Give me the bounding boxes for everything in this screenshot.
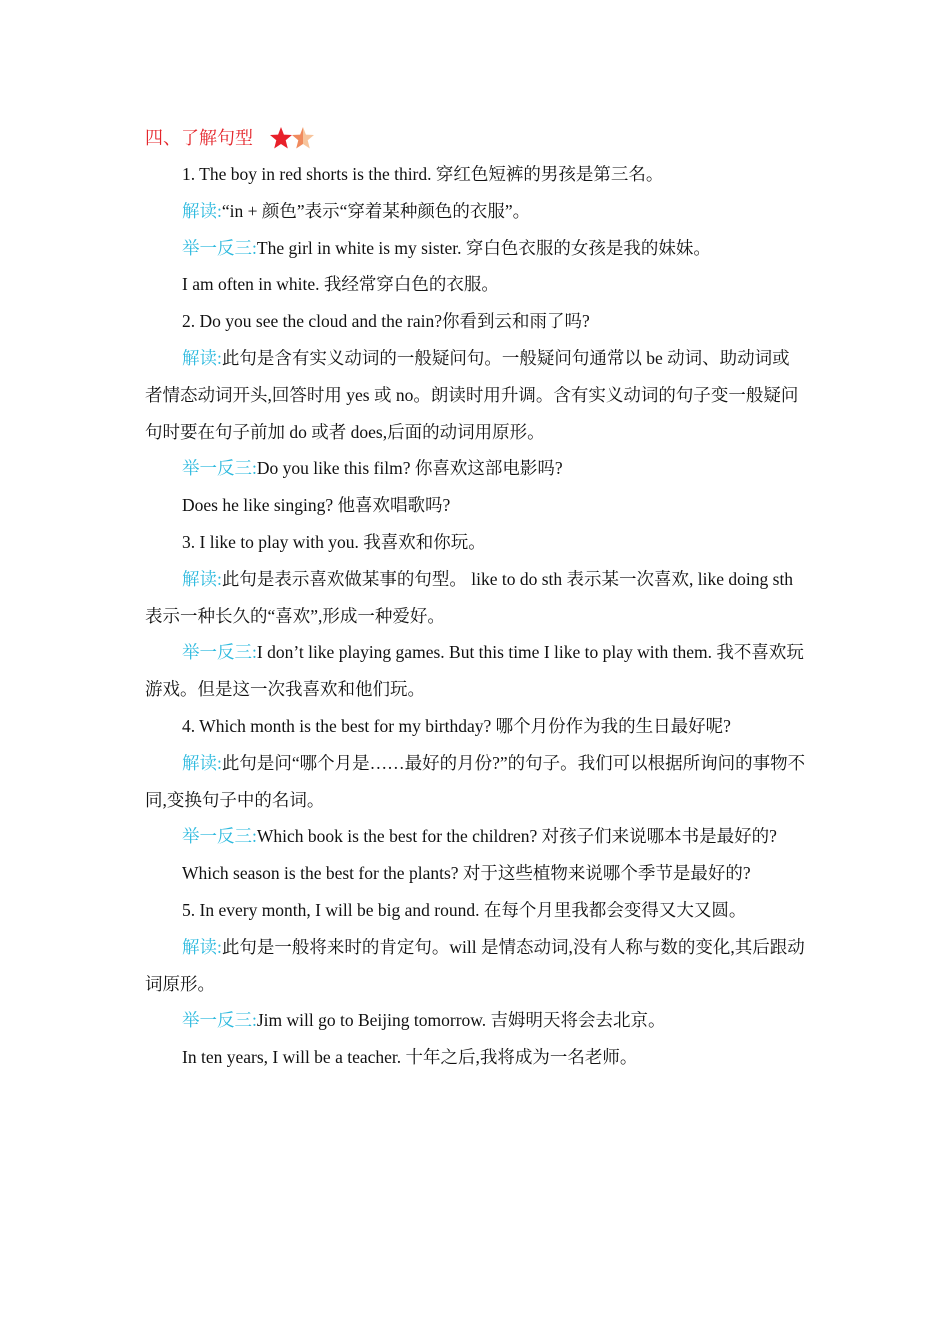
example-text: I don’t like playing games. But this time I like to play with them. 我不喜欢玩游戏。但是这一次我喜欢和他们玩。 — [145, 642, 804, 700]
explain-label: 解读: — [182, 568, 222, 589]
example-text: The girl in white is my sister. 穿白色衣服的女孩是我的妹妹。 — [256, 237, 711, 258]
explain-label: 解读: — [182, 347, 222, 368]
explain-label: 解读: — [182, 752, 222, 773]
analogy-5 — [145, 1002, 807, 1039]
explain-text: 此句是含有实义动词的一般疑问句。一般疑问句通常以 be 动词、助动词或者情态动词开头,回答时用 yes 或 no。朗读时用升调。含有实义动词的句子变一般疑问句时要在句子前加 do 或者 does,后面的动词用原形。 — [145, 347, 799, 442]
sentence-2: 2. Do you see the cloud and the rain?你看到云和雨了吗? — [182, 311, 590, 332]
section-heading — [145, 124, 315, 152]
explain-label: 解读: — [182, 936, 222, 957]
example-text: Do you like this film? 你喜欢这部电影吗? — [256, 458, 563, 479]
explain-4 — [145, 745, 807, 819]
example-text: Which book is the best for the children? 对孩子们来说哪本书是最好的? — [256, 826, 777, 847]
explain-5 — [145, 929, 807, 1003]
explain-3 — [145, 561, 807, 635]
sentence-3: 3. I like to play with you. 我喜欢和你玩。 — [182, 531, 486, 552]
explain-text: 此句是问“哪个月是……最好的月份?”的句子。我们可以根据所询问的事物不同,变换句子中的名词。 — [145, 752, 806, 810]
explain-1 — [145, 193, 807, 230]
sentence-patterns — [145, 156, 807, 1076]
analogy-label: 举一反三: — [182, 237, 257, 258]
analogy-label: 举一反三: — [182, 1010, 257, 1031]
sentence-5: 5. In every month, I will be big and round. 在每个月里我都会变得又大又圆。 — [182, 899, 747, 920]
example-5-2: In ten years, I will be a teacher. 十年之后,我将成为一名老师。 — [182, 1047, 638, 1068]
orange-half-star-icon — [291, 126, 315, 150]
analogy-label: 举一反三: — [182, 458, 257, 479]
example-2-2: Does he like singing? 他喜欢唱歌吗? — [182, 495, 451, 516]
sentence-4: 4. Which month is the best for my birthday? 哪个月份作为我的生日最好呢? — [182, 715, 731, 736]
explain-label: 解读: — [182, 200, 222, 221]
section-title: 四、了解句型 — [145, 128, 253, 148]
analogy-2 — [145, 450, 807, 487]
explain-text: “in + 颜色”表示“穿着某种颜色的衣服”。 — [221, 200, 531, 221]
analogy-4 — [145, 818, 807, 855]
analogy-label: 举一反三: — [182, 642, 257, 663]
explain-text: 此句是表示喜欢做某事的句型。 like to do sth 表示某一次喜欢, like doing sth 表示一种长久的“喜欢”,形成一种爱好。 — [145, 568, 794, 626]
analogy-label: 举一反三: — [182, 826, 257, 847]
explain-text: 此句是一般将来时的肯定句。will 是情态动词,没有人称与数的变化,其后跟动词原形。 — [145, 936, 805, 994]
difficulty-stars — [269, 126, 315, 150]
sentence-1: 1. The boy in red shorts is the third. 穿红色短裤的男孩是第三名。 — [182, 164, 664, 184]
explain-2 — [145, 340, 807, 450]
analogy-1 — [145, 230, 807, 267]
example-1-2: I am often in white. 我经常穿白色的衣服。 — [182, 274, 499, 295]
example-text: Jim will go to Beijing tomorrow. 吉姆明天将会去北京。 — [256, 1010, 666, 1031]
analogy-3 — [145, 634, 807, 708]
red-star-icon — [269, 126, 293, 150]
example-4-2: Which season is the best for the plants? 对于这些植物来说哪个季节是最好的? — [182, 863, 751, 884]
